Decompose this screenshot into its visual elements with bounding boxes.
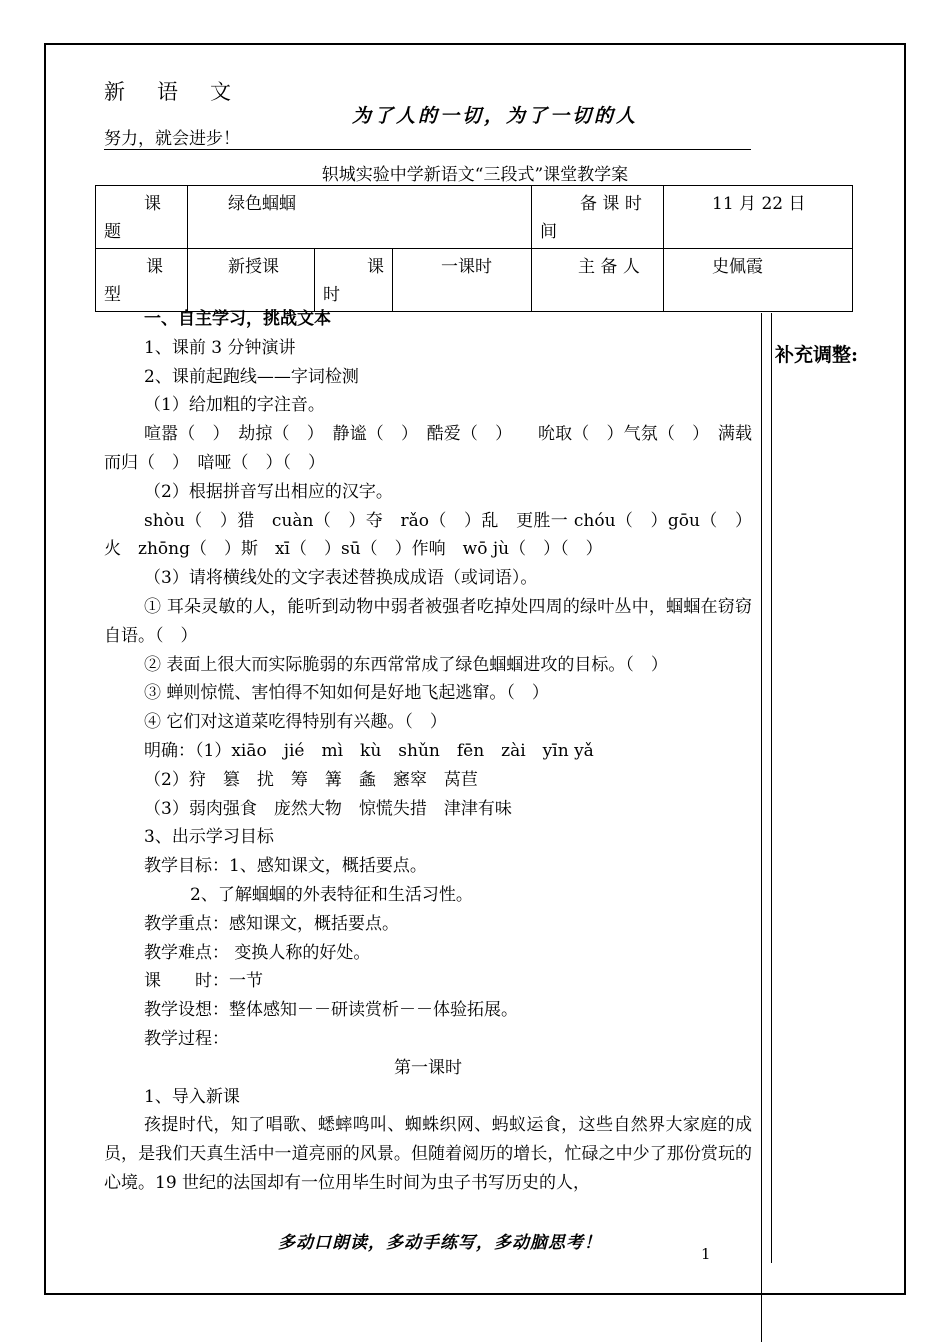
content-line: 喧嚣（ ） 劫掠（ ） 静谧（ ） 酷爱（ ） 吮取（ ）气氛（ ） 满载而归（ ） 喑哑（ ）（ ） (104, 424, 752, 473)
margin-divider-inner (771, 313, 772, 1263)
brand-title: 新语文 (104, 80, 263, 104)
hours-value: 一课时 (393, 249, 532, 312)
type-label: 课 型 (96, 249, 188, 312)
content-line: 1、课前 3 分钟演讲 (144, 337, 296, 358)
header-rule (104, 149, 751, 150)
footer-slogan: 多动口朗读，多动手练写，多动脑思考！ (278, 1233, 602, 1253)
content-line: 教学目标：1、感知课文，概括要点。 (144, 856, 427, 877)
lesson-content (104, 305, 752, 1198)
prep-time-label: 备 课 时 间 (532, 186, 664, 249)
content-line: ① 耳朵灵敏的人，能听到动物中弱者被强者吃掉处四周的绿叶丛中，蝈蝈在窃窃自语。（ ） (104, 596, 752, 646)
content-paragraph: 孩提时代，知了唱歌、蟋蟀鸣叫、蜘蛛织网、蚂蚁运食，这些自然界大家庭的成员，是我们天真生活中一道亮丽的风景。但随着阅历的增长，忙碌之中少了那份赏玩的心境。19 世纪的法国却有一位用毕生时间为虫子书写历史的人， (104, 1115, 752, 1193)
content-line: 课 时：一节 (144, 971, 263, 992)
lesson-period-heading: 第一课时 (394, 1057, 462, 1078)
topic-value: 绿色蝈蝈 (188, 186, 532, 249)
lead-teacher-label: 主 备 人 (532, 249, 664, 312)
content-line: 2、课前起跑线——字词检测 (144, 366, 359, 387)
prep-time-value: 11 月 22 日 (664, 186, 853, 249)
margin-divider (761, 313, 762, 1342)
content-line: ③ 蝉则惊慌、害怕得不知如何是好地飞起逃窜。（ ） (144, 683, 549, 704)
content-line: 2、了解蝈蝈的外表特征和生活习性。 (190, 884, 473, 905)
content-line: （3）请将横线处的文字表述替换成成语（或词语）。 (144, 568, 538, 589)
type-value: 新授课 (188, 249, 315, 312)
content-line: （3）弱肉强食 庞然大物 惊慌失措 津津有味 (144, 798, 512, 819)
content-line: （1）给加粗的字注音。 (144, 395, 325, 416)
content-line: （2）根据拼音写出相应的汉字。 (144, 481, 393, 502)
topic-label: 课 题 (96, 186, 188, 249)
content-line: 1、导入新课 (144, 1086, 240, 1107)
content-line: 教学设想：整体感知－－研读赏析－－体验拓展。 (144, 1000, 518, 1021)
content-line: （2）狩 篡 扰 筹 篝 螽 窸窣 莴苣 (144, 769, 478, 790)
side-note-label: 补充调整: (775, 344, 859, 366)
content-line: 教学重点：感知课文，概括要点。 (144, 913, 399, 934)
content-line: 教学过程： (144, 1028, 229, 1049)
hours-label: 课 时 (315, 249, 393, 312)
info-row-topic (96, 186, 853, 249)
document-title: 轵城实验中学新语文“三段式”课堂教学案 (321, 165, 629, 185)
info-row-type (96, 249, 853, 312)
lead-teacher-value: 史佩霞 (664, 249, 853, 312)
header-motto: 努力，就会进步！ (104, 129, 240, 149)
content-line: 教学难点： 变换人称的好处。 (144, 942, 371, 963)
content-line: ④ 它们对这道菜吃得特别有兴趣。（ ） (144, 712, 447, 733)
lesson-info-table (95, 185, 853, 312)
content-line: ② 表面上很大而实际脆弱的东西常常成了绿色蝈蝈进攻的目标。（ ） (144, 654, 668, 675)
section-heading: 一、自主学习，挑战文本 (144, 309, 331, 329)
header-slogan: 为了人的一切，为了一切的人 (352, 105, 639, 127)
page-number: 1 (701, 1245, 711, 1263)
content-line: 明确：（1）xiāo jié mì kù shǔn fēn zài yīn yǎ (144, 740, 594, 761)
content-line: shòu（ ）猎 cuàn（ ）夺 rǎo（ ）乱 更胜一 chóu（ ）gōu（ ）火 zhōng（ ）斯 xī（ ）sū（ ）作响 wō jù（ ）（ ） (104, 510, 752, 560)
content-line: 3、出示学习目标 (144, 827, 274, 848)
